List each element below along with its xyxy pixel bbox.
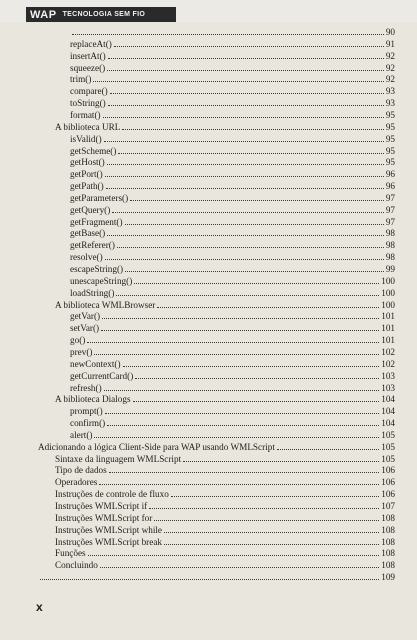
toc-entry xyxy=(0,85,417,97)
toc-entry xyxy=(0,547,417,559)
toc-entry-page: 102 xyxy=(381,358,395,369)
toc-entry-page: 95 xyxy=(385,133,395,144)
dot-leader xyxy=(105,176,384,177)
toc-entry xyxy=(0,512,417,524)
toc-entry-page: 106 xyxy=(381,477,395,488)
dot-leader xyxy=(72,34,384,35)
toc-entry-title: Operadores xyxy=(55,477,98,488)
toc-entry-title: A biblioteca URL xyxy=(55,121,121,132)
dot-leader xyxy=(112,212,384,213)
toc-entry xyxy=(0,192,417,204)
toc-entry xyxy=(0,334,417,346)
toc-entry-title: A biblioteca WMLBrowser xyxy=(55,299,156,310)
dot-leader xyxy=(110,93,384,94)
toc-entry-page: 104 xyxy=(381,418,395,429)
toc-entry-title: getCurrentCard() xyxy=(70,370,134,381)
dot-leader xyxy=(102,318,379,319)
toc-entry-title: go() xyxy=(70,335,86,346)
toc-entry-page: 97 xyxy=(385,204,395,215)
toc-entry xyxy=(0,216,417,228)
toc-entry-title: confirm() xyxy=(70,418,106,429)
toc-entry xyxy=(0,453,417,465)
toc-entry-page: 109 xyxy=(381,572,395,583)
toc-entry-title: prompt() xyxy=(70,406,103,417)
toc-entry-title: Tipo de dados xyxy=(55,465,107,476)
toc-entry-title: newContext() xyxy=(70,358,121,369)
toc-entry xyxy=(0,133,417,145)
dot-leader xyxy=(171,496,379,497)
toc-entry-page: 105 xyxy=(381,441,395,452)
dot-leader xyxy=(87,342,379,343)
toc-entry-title: unescapeString() xyxy=(70,275,133,286)
toc-entry-page: 100 xyxy=(381,287,395,298)
dot-leader xyxy=(94,437,379,438)
dot-leader xyxy=(104,390,380,391)
toc-entry xyxy=(0,263,417,275)
dot-leader xyxy=(123,366,380,367)
toc-entry xyxy=(0,524,417,536)
toc-entry-page: 101 xyxy=(381,335,395,346)
toc-entry-title: getPort() xyxy=(70,169,103,180)
dot-leader xyxy=(109,472,379,473)
toc-entry-title: Instruções WMLScript if xyxy=(55,501,148,511)
toc-entry-title: loadString() xyxy=(70,287,115,298)
toc-entry-page: 98 xyxy=(385,228,395,239)
toc-entry xyxy=(0,168,417,180)
toc-entry-title: compare() xyxy=(70,86,108,97)
toc-entry-title: getHost() xyxy=(70,157,105,168)
toc-entry xyxy=(0,488,417,500)
toc-entry-title: getScheme() xyxy=(70,145,117,156)
toc-entry-page: 92 xyxy=(385,50,395,61)
toc-entry xyxy=(0,370,417,382)
toc-entry-title: Sintaxe da linguagem WMLScript xyxy=(55,453,182,464)
toc-entry xyxy=(0,251,417,263)
toc-entry-page: 96 xyxy=(385,181,395,192)
dot-leader xyxy=(108,105,384,106)
dot-leader xyxy=(117,247,384,248)
toc-entry-title: Funções xyxy=(55,548,86,559)
toc-entry-page: 99 xyxy=(385,264,395,274)
toc-entry-page: 101 xyxy=(381,311,395,322)
toc-entry xyxy=(0,559,417,571)
toc-entry-title: squeeze() xyxy=(70,62,106,73)
dot-leader xyxy=(135,378,379,379)
dot-leader xyxy=(99,484,379,485)
toc-entry xyxy=(0,156,417,168)
toc-entry-page: 102 xyxy=(381,346,395,357)
toc-entry xyxy=(0,441,417,453)
toc-entry-title: getFragment() xyxy=(70,216,123,227)
toc-entry-page: 95 xyxy=(385,121,395,132)
toc-entry xyxy=(0,26,417,38)
toc-entry-page: 90 xyxy=(385,27,395,37)
toc-entry-title: Instruções WMLScript break xyxy=(55,536,162,547)
toc-entry-page: 95 xyxy=(385,109,395,120)
toc-entry xyxy=(0,358,417,370)
dot-leader xyxy=(103,117,384,118)
dot-leader xyxy=(101,330,379,331)
toc-entry-page: 103 xyxy=(381,370,395,381)
toc-entry xyxy=(0,97,417,109)
toc-entry-title: refresh() xyxy=(70,382,102,393)
toc-entry xyxy=(0,73,417,85)
toc-entry-page: 91 xyxy=(385,38,395,49)
dot-leader xyxy=(105,259,384,260)
toc-entry xyxy=(0,500,417,512)
dot-leader xyxy=(122,129,383,130)
dot-leader xyxy=(125,271,384,272)
toc-entry-page: 96 xyxy=(385,169,395,180)
header-band xyxy=(26,7,176,22)
toc-entry xyxy=(0,322,417,334)
toc-entry xyxy=(0,429,417,441)
toc-entry-title: Instruções de controle de fluxo xyxy=(55,489,169,500)
toc-entry xyxy=(0,393,417,405)
header-subtitle: TECNOLOGIA SEM FIO xyxy=(62,11,146,18)
toc-entry xyxy=(0,227,417,239)
dot-leader xyxy=(107,164,384,165)
toc-entry-page: 93 xyxy=(385,98,395,109)
dot-leader xyxy=(93,81,383,82)
toc-entry-page: 92 xyxy=(385,74,395,85)
toc-entry xyxy=(0,299,417,311)
dot-leader xyxy=(94,354,379,355)
toc-entry xyxy=(0,50,417,62)
dot-leader xyxy=(107,70,384,71)
toc-entry-page: 108 xyxy=(381,548,395,559)
toc-entry-page: 101 xyxy=(381,323,395,334)
toc-entry xyxy=(0,536,417,548)
toc-entry-title: Instruções WMLScript for xyxy=(55,512,153,523)
toc-entry-page: 104 xyxy=(381,406,395,417)
toc-entry-title: getVar() xyxy=(70,311,101,322)
dot-leader xyxy=(130,200,384,201)
toc-entry-page: 97 xyxy=(385,192,395,203)
toc-entry-page: 103 xyxy=(381,382,395,393)
toc-entry xyxy=(0,417,417,429)
dot-leader xyxy=(134,283,379,284)
toc-entry-title: toString() xyxy=(70,98,106,109)
dot-leader xyxy=(277,449,379,450)
toc-entry-title: getReferer() xyxy=(70,240,115,251)
dot-leader xyxy=(104,141,384,142)
toc-entry-title: insertAt() xyxy=(70,50,106,61)
toc-entry-page: 105 xyxy=(381,429,395,440)
dot-leader xyxy=(107,235,384,236)
toc-entry-page: 106 xyxy=(381,465,395,476)
toc-entry-page: 98 xyxy=(385,252,395,263)
toc-entry-page: 97 xyxy=(385,216,395,227)
toc-entry-page: 98 xyxy=(385,240,395,251)
dot-leader xyxy=(157,307,379,308)
dot-leader xyxy=(164,532,379,533)
toc-entry-title: A biblioteca Dialogs xyxy=(55,394,131,405)
toc-entry-page: 100 xyxy=(381,275,395,286)
dot-leader xyxy=(149,508,379,509)
toc-entry xyxy=(0,204,417,216)
toc-entry xyxy=(0,38,417,50)
dot-leader xyxy=(116,295,379,296)
dot-leader xyxy=(40,579,379,580)
dot-leader xyxy=(107,425,379,426)
dot-leader xyxy=(154,520,379,521)
toc-entry-page: 106 xyxy=(381,489,395,500)
dot-leader xyxy=(108,58,384,59)
toc-entry-title: escapeString() xyxy=(70,264,124,274)
toc-entry-page: 108 xyxy=(381,536,395,547)
dot-leader xyxy=(133,401,380,402)
toc-entry xyxy=(0,405,417,417)
toc-entry xyxy=(0,275,417,287)
toc-entry-page: 92 xyxy=(385,62,395,73)
toc-entry-title: getPath() xyxy=(70,181,104,192)
toc-entry-page: 108 xyxy=(381,560,395,571)
toc-entry-page: 107 xyxy=(381,501,395,511)
toc-entry-title: alert() xyxy=(70,429,93,440)
toc-entry xyxy=(0,346,417,358)
toc-entry-page: 95 xyxy=(385,157,395,168)
toc-entry-title: Adicionando a lógica Client-Side para WAP usando WMLScript xyxy=(38,441,275,452)
toc-entry-page: 108 xyxy=(381,512,395,523)
toc-entry-title: isValid() xyxy=(70,133,102,144)
dot-leader xyxy=(106,188,384,189)
toc-entry-title: format() xyxy=(70,109,101,120)
toc-entry xyxy=(0,121,417,133)
toc-entry-title: setVar() xyxy=(70,323,100,334)
toc-entry xyxy=(0,287,417,299)
dot-leader xyxy=(88,555,380,556)
dot-leader xyxy=(183,461,379,462)
toc-entry-page: 108 xyxy=(381,524,395,535)
toc-entry xyxy=(0,476,417,488)
toc-entry xyxy=(0,382,417,394)
toc-entry xyxy=(0,180,417,192)
toc-entry-title: Concluindo xyxy=(55,560,98,571)
toc-entry-title: prev() xyxy=(70,346,93,357)
dot-leader xyxy=(164,544,379,545)
toc-entry-title: resolve() xyxy=(70,252,103,263)
toc-entry-page: 104 xyxy=(381,394,395,405)
header-brand: WAP xyxy=(30,8,57,21)
toc-entry-title: Instruções WMLScript while xyxy=(55,524,162,535)
dot-leader xyxy=(105,413,380,414)
toc-entry xyxy=(0,310,417,322)
toc-entry xyxy=(0,62,417,74)
dot-leader xyxy=(114,46,384,47)
toc-entry-title: getParameters() xyxy=(70,192,129,203)
toc-entry xyxy=(0,571,417,583)
toc-entry-page: 105 xyxy=(381,453,395,464)
dot-leader xyxy=(125,224,384,225)
toc-entry xyxy=(0,239,417,251)
dot-leader xyxy=(100,567,379,568)
toc-entry-title: getBase() xyxy=(70,228,106,239)
toc-entry-title: trim() xyxy=(70,74,92,85)
toc-entry xyxy=(0,464,417,476)
running-header xyxy=(0,0,417,22)
dot-leader xyxy=(118,153,383,154)
toc-entry xyxy=(0,109,417,121)
toc-entry xyxy=(0,145,417,157)
toc-entry-title: getQuery() xyxy=(70,204,111,215)
toc-entry-page: 95 xyxy=(385,145,395,156)
page-number: x xyxy=(36,600,43,614)
toc-entry-title: replaceAt() xyxy=(70,38,112,49)
toc-entry-page: 93 xyxy=(385,86,395,97)
toc-entry-page: 100 xyxy=(381,299,395,310)
